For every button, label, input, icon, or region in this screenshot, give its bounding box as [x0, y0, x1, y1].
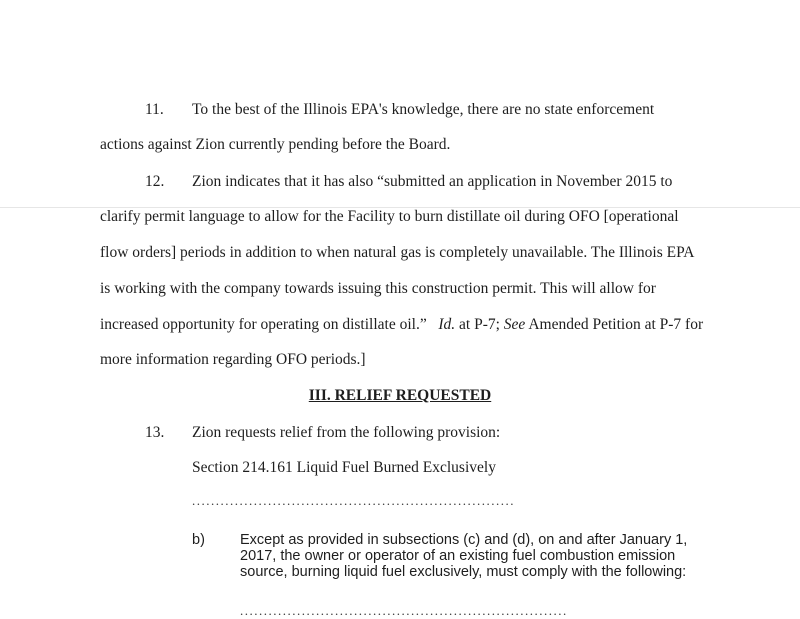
- paragraph-12-line-5: [100, 316, 703, 334]
- omission-dots-2: .....................................................................: [240, 603, 568, 618]
- paragraph-13-line-1: Zion requests relief from the following provision:: [192, 424, 501, 441]
- paragraph-12-number: 12.: [145, 173, 165, 190]
- paragraph-11-line-1: To the best of the Illinois EPA's knowledge, there are no state enforcement: [192, 101, 655, 118]
- subsection-line-3: source, burning liquid fuel exclusively, must comply with the following:: [240, 564, 687, 580]
- paragraph-12-line-6: more information regarding OFO periods.]: [100, 351, 366, 368]
- paragraph-12-line-1: Zion indicates that it has also “submitted an application in November 2015 to: [192, 173, 673, 190]
- paragraph-12-line-5-text-b: at P-7;: [459, 316, 500, 333]
- citation-id: Id.: [438, 316, 456, 333]
- omission-dots: ....................................................................: [192, 493, 515, 508]
- subsection-label: b): [192, 532, 205, 548]
- subsection-line-2: 2017, the owner or operator of an existing fuel combustion emission: [240, 548, 676, 564]
- subsection-line-1: Except as provided in subsections (c) and (d), on and after January 1,: [240, 532, 688, 548]
- paragraph-12-line-2: clarify permit language to allow for the Facility to burn distillate oil during OFO [operational: [100, 208, 679, 225]
- paragraph-12-line-3: flow orders] periods in addition to when natural gas is completely unavailable. The Illinois EPA: [100, 244, 695, 261]
- paragraph-11-number: 11.: [145, 101, 164, 118]
- paragraph-12-line-5-text-c: Amended Petition at P-7 for: [528, 316, 704, 333]
- section-heading: III. RELIEF REQUESTED: [308, 387, 492, 404]
- subsection-text: [240, 532, 710, 580]
- section-title: Section 214.161 Liquid Fuel Burned Exclusively: [192, 459, 496, 476]
- paragraph-11-line-2: actions against Zion currently pending before the Board.: [100, 136, 451, 153]
- citation-see: See: [503, 316, 526, 333]
- paragraph-13-number: 13.: [145, 424, 165, 441]
- paragraph-12-line-5-text-a: increased opportunity for operating on distillate oil.”: [100, 316, 427, 333]
- paragraph-12-line-4: is working with the company towards issuing this construction permit. This will allow for: [100, 280, 656, 297]
